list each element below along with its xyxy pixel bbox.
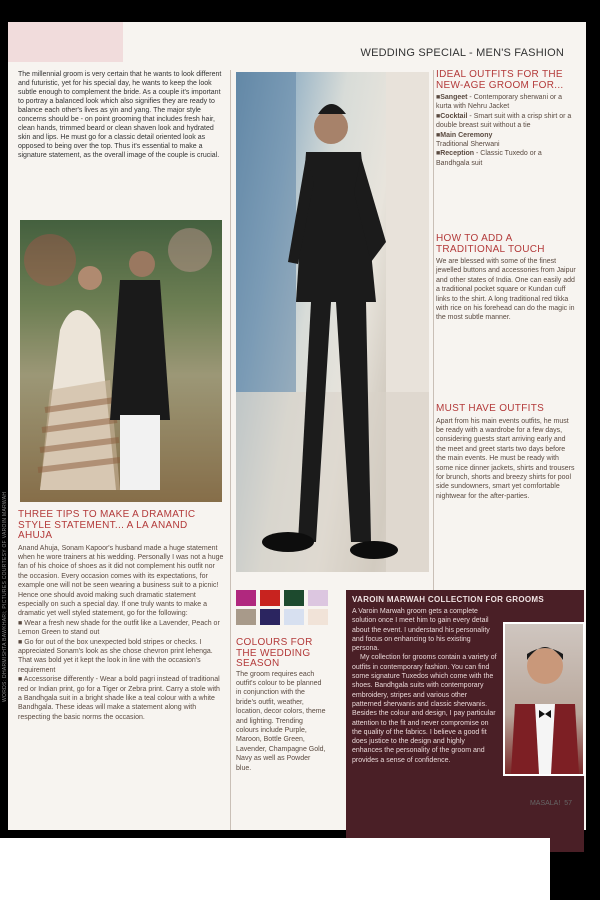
photo-credit: WORDS: DHARMISHTA BAWKHARI; PICTURES COURTESY OF VAROIN MARWAH — [2, 491, 8, 702]
ideal-item: ■Cocktail - Smart suit with a crisp shirt or a double breast suit without a tie — [436, 112, 572, 130]
colours-title: COLOURS FOR THE WEDDING SEASON — [236, 637, 313, 669]
howto-title: HOW TO ADD A TRADITIONAL TOUCH — [436, 233, 545, 255]
designer-photo — [503, 622, 585, 776]
swatch — [236, 609, 256, 625]
magazine-page — [2, 22, 586, 830]
swatch — [284, 590, 304, 606]
couple-photo — [20, 220, 222, 502]
tips-item: ■ Wear a fresh new shade for the outfit like a Lavender, Peach or Lemon Green to stand out — [18, 619, 220, 637]
tips-item-text: Accessorise differently - Wear a bold pagri instead of traditional red or Indian print, go for a Tiger or Zebra print. Carry a stole with a Bandhgala suit in a bright shade like a teal colour with a white Bandhgala. These ideas will make a statement along with respecting the basic norms the occasion. — [18, 676, 220, 721]
intro-column — [18, 70, 224, 160]
traditional-touch-section — [436, 234, 576, 323]
tips-title: THREE TIPS TO MAKE A DRAMATIC STYLE STATEMENT... A LA ANAND AHUJA — [18, 509, 196, 541]
tips-item: ■ Accessorise differently - Wear a bold pagri instead of traditional red or Indian print, go for a Tiger or Zebra print. Carry a stole with a Bandhgala suit in a bright shade like a teal colour with a white Bandhgala. These ideas will make a statement along with respecting the basic norms the occasion. — [18, 676, 220, 721]
ideal-item-text: - Classic Tuxedo or a Bandhgala suit — [436, 150, 542, 167]
ideal-item-text: - Contemporary sherwani or a kurta with Nehru Jacket — [436, 94, 563, 111]
intro-text: The millennial groom is very certain that he wants to look different and futuristic, yet for his special day, he wants to keep the look subtle enough to complement the bride. As a couple it's important to portray a balanced look which also signifies they are ready to balance each other's lives as yin and yang. The major style concerns should be - on point grooming that includes fresh hair, clean hands, trimmed beard or clean shaven look and hydrated skin and lips. He must go for a classic detail oriented look as opposed to being over the top. Thus it's essential to make a signature statement, as the overall image of the couple is crucial. — [18, 70, 224, 160]
ideal-item-label: Main Ceremony — [440, 131, 493, 139]
swatch — [260, 590, 280, 606]
tips-item-text: Wear a fresh new shade for the outfit like a Lavender, Peach or Lemon Green to stand out — [18, 619, 220, 637]
howto-body: We are blessed with some of the finest jewelled buttons and accessories from Jaipur and other states of India. One can easily add a traditional pocket square or Kundan cuff links to the shirt. A long traditional red tikka with rice on his forehead can do the magic in the most subtle manner. — [436, 258, 576, 322]
varoin-title: VAROIN MARWAH COLLECTION FOR GROOMS — [352, 595, 544, 604]
bottom-margin — [0, 838, 550, 900]
varoin-paragraph: My collection for grooms contain a variety of outfits in contemporary fashion. You can find some signature Tuxedos which come with the shoes. Bandhgala suits with contemporary embroidery, stripes and various other patterned sherwanis and classic sherwanis. Besides the colour and design, I pay particular attention to the fit and never compromise on the quality of the fabrics. I believe a good fit does justice to the design and highly enhances the personality of the groom and provides a sense of confidence. — [352, 654, 497, 764]
swatch — [236, 590, 256, 606]
colour-swatches — [236, 590, 330, 625]
ideal-item-text: - Smart suit with a crisp shirt or a double breast suit without a tie — [436, 112, 572, 130]
musthave-title: MUST HAVE OUTFITS — [436, 403, 545, 414]
varoin-paragraph: A Varoin Marwah groom gets a complete solution once I meet him to gain every detail about the event. I understand his personality and focus on enhancing to his existing persona. — [352, 608, 490, 653]
ideal-item: ■Sangeet - Contemporary sherwani or a kurta with Nehru Jacket — [436, 94, 563, 111]
tips-body: Anand Ahuja, Sonam Kapoor's husband made a huge statement when he wore trainers at his wedding. Personally I was not a huge fan of his choice of shoes as it did not complement his outfit nor the occasion. Every occasion comes with its expectations, for example one will not be seen wearing a business suit to a picnic! Hence one should avoid making such dramatic statement especially on such a special day. If one truly wants to make a dramatic yet well styled statement, go for the following: — [18, 544, 224, 618]
swatch — [260, 609, 280, 625]
page-footer — [530, 800, 572, 807]
ideal-item-label: Reception — [440, 150, 475, 158]
tips-section — [18, 510, 224, 722]
must-have-section — [436, 404, 576, 501]
ideal-item: ■Main Ceremony Traditional Sherwani — [436, 131, 500, 149]
ideal-item: ■Reception - Classic Tuxedo or a Bandhgala suit — [436, 150, 542, 167]
groom-photo — [236, 72, 429, 572]
ideal-outfits-section — [436, 70, 576, 168]
colours-body: The groom requires each outfit's colour to be planned in conjunction with the bride's outfit, weather, location, decor colors, theme and lighting. Trending colours include Purple, Maroon, Bottle Green, Lavender, Champagne Gold, Navy as well as Powder blue. — [236, 670, 326, 772]
ideal-item-text: Traditional Sherwani — [436, 141, 500, 149]
swatch — [284, 609, 304, 625]
tips-item-text: Go for out of the box unexpected bold stripes or checks. I appreciated Sonam's look as she chose chevron print lehenga. That was bold yet it kept the look in line with the occasion's requirement — [18, 638, 213, 674]
page-number: 57 — [564, 800, 572, 807]
ideal-item-label: Cocktail — [440, 112, 468, 120]
swatch — [308, 609, 328, 625]
colours-section — [236, 638, 326, 773]
magazine-name: MASALA! — [529, 800, 561, 807]
ideal-item-label: Sangeet — [440, 94, 468, 101]
ideal-title: IDEAL OUTFITS FOR THE NEW-AGE GROOM FOR... — [436, 69, 564, 91]
corner-tab — [8, 22, 123, 62]
section-header: WEDDING SPECIAL - MEN'S FASHION — [360, 47, 564, 59]
musthave-body: Apart from his main events outfits, he must be ready with a wardrobe for a few days, considering guests start arriving early and the meet and greet starts two days before the main events. He must be ready with some nice dinner jackets, shirts and trousers for brunch, shorts and breezy shirts for pool side sundowners, smart yet comfortable nightwear for the after-parties. — [436, 417, 575, 500]
column-divider — [230, 70, 231, 830]
tips-item: ■ Go for out of the box unexpected bold stripes or checks. I appreciated Sonam's look as she chose chevron print lehenga. That was bold yet it kept the look in line with the occasion's requirement — [18, 638, 213, 674]
swatch — [308, 590, 328, 606]
